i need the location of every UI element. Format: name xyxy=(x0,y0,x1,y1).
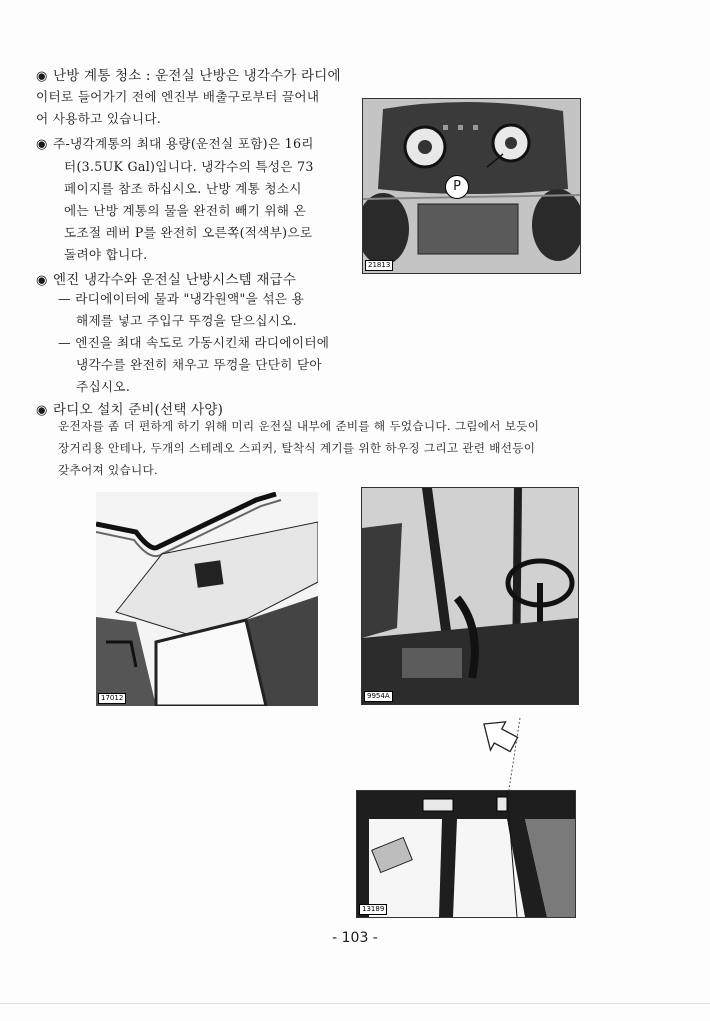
refill-item-2c: 주십시오. xyxy=(76,379,131,394)
bullet-icon: ◉ xyxy=(36,137,48,152)
figure-label: 13189 xyxy=(359,904,387,915)
note-line-4: 에는 난방 계통의 물을 완전히 빼기 위해 온 xyxy=(64,203,307,218)
cab-interior-photo xyxy=(361,487,579,705)
figure-label: 9954A xyxy=(364,691,393,702)
figure-label: 17012 xyxy=(98,693,126,704)
heating-clean-title: 난방 계통 청소 xyxy=(53,68,142,84)
page-number: - 103 - xyxy=(332,930,378,946)
arrow-icon xyxy=(476,718,536,798)
bullet-icon: ◉ xyxy=(36,69,48,84)
cab-interior-illustration xyxy=(362,488,578,704)
radio-title: 라디오 설치 준비(선택 사양) xyxy=(53,402,224,418)
cab-roof-figure xyxy=(96,492,318,706)
heating-clean-line-3: 어 사용하고 있습니다. xyxy=(36,111,162,126)
figure-label: 21813 xyxy=(365,260,393,271)
cab-front-photo xyxy=(356,790,576,918)
refill-body xyxy=(58,288,329,398)
radio-line-2: 장거리용 안테나, 두개의 스테레오 스피커, 탈착식 계기를 위한 하우징 그리고 관련 배선등이 xyxy=(58,441,536,455)
refill-item-2b: 냉각수를 완전히 채우고 뚜껑을 단단히 닫아 xyxy=(76,357,322,372)
note-line-1: 주-냉각계통의 최대 용량(운전실 포함)은 16리 xyxy=(53,136,314,151)
scan-edge-divider xyxy=(0,1003,710,1004)
radio-line-3: 갖추어져 있습니다. xyxy=(58,463,158,477)
heating-clean-body xyxy=(36,86,319,130)
refill-item-1b: 해제를 넣고 주입구 뚜껑을 닫으십시오. xyxy=(76,313,297,328)
note-block xyxy=(36,133,314,266)
note-line-5: 도조절 레버 P를 완전히 오른쪽(적색부)으로 xyxy=(64,225,313,240)
callout-p: P xyxy=(445,175,469,199)
note-line-3: 페이지를 참조 하십시오. 난방 계통 청소시 xyxy=(64,181,302,196)
radio-body xyxy=(58,415,539,481)
bullet-icon: ◉ xyxy=(36,403,48,418)
refill-title: 엔진 냉각수와 운전실 난방시스템 재급수 xyxy=(53,272,297,288)
heater-panel-illustration xyxy=(363,99,580,273)
refill-item-2: — 엔진을 최대 속도로 가동시킨채 라디에이터에 xyxy=(58,335,330,350)
heating-clean-line-2: 이터로 들어가기 전에 엔진부 배출구로부터 끌어내 xyxy=(36,89,320,104)
bullet-icon: ◉ xyxy=(36,273,48,288)
note-line-6: 돌려야 합니다. xyxy=(64,247,148,262)
heater-panel-photo xyxy=(362,98,581,274)
cab-front-illustration xyxy=(357,791,575,917)
refill-heading xyxy=(36,268,296,288)
refill-item-1: — 라디에이터에 물과 "냉각원액"을 섞은 용 xyxy=(58,291,305,306)
cab-roof-illustration xyxy=(96,492,318,706)
heating-clean-heading: ◉ 난방 계통 청소 : 운전실 난방은 냉각수가 라디에 xyxy=(36,68,341,84)
heating-clean-line-1: 운전실 난방은 냉각수가 라디에 xyxy=(155,68,341,84)
note-line-2: 터(3.5UK Gal)입니다. 냉각수의 특성은 73 xyxy=(64,159,314,174)
radio-line-1: 운전자를 좀 더 편하게 하기 위해 미리 운전실 내부에 준비를 해 두었습니다. 그림에서 보듯이 xyxy=(58,419,540,433)
